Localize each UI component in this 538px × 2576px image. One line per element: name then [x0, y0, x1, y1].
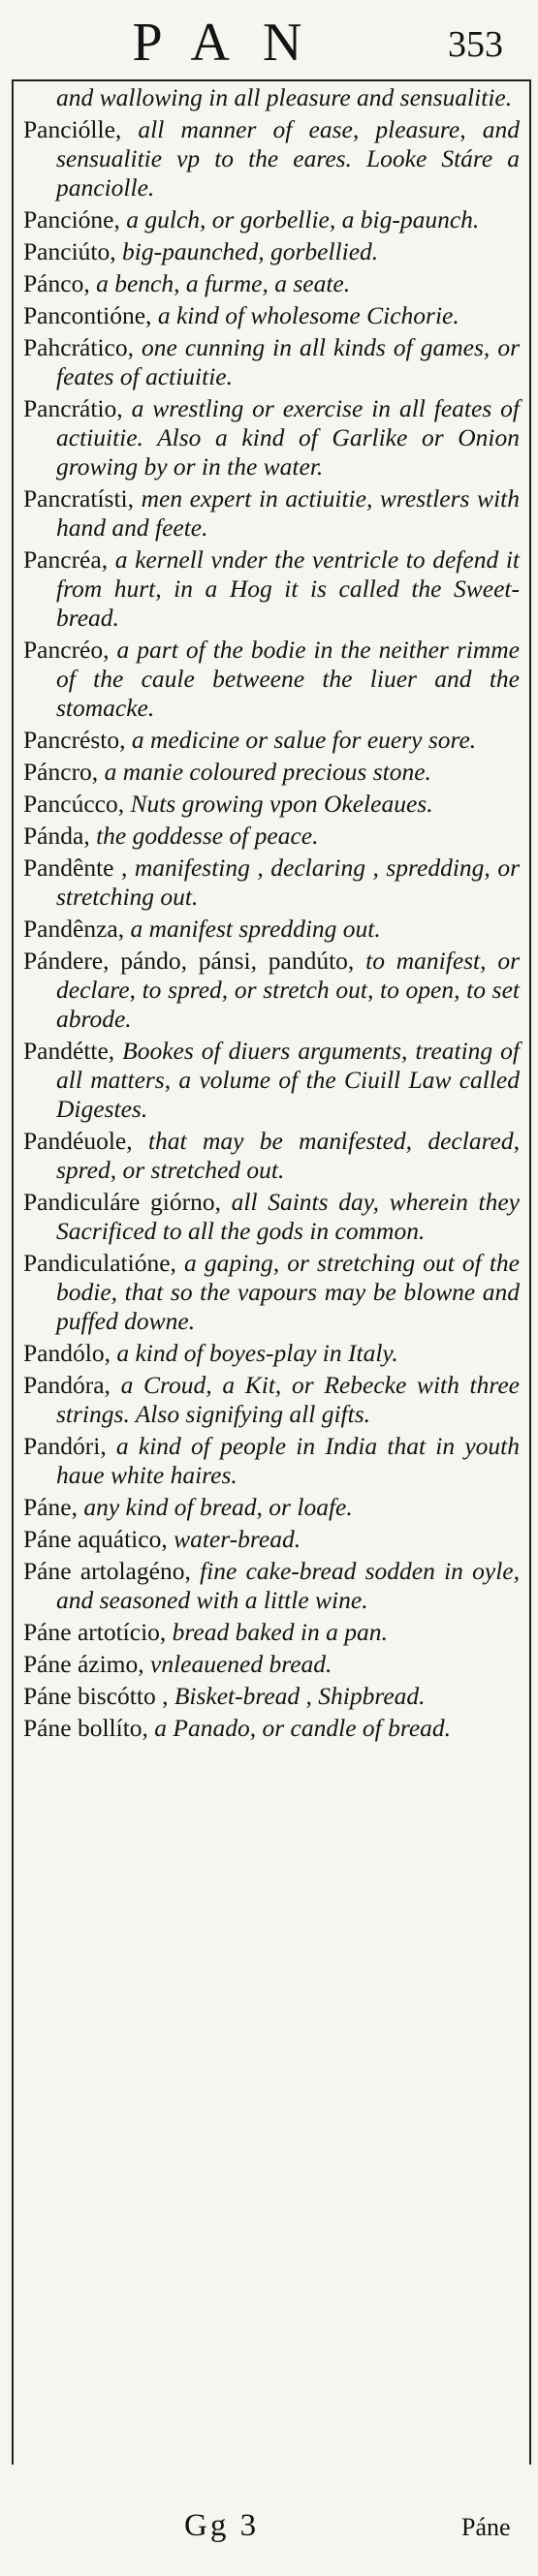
- entry-headword: Pancióne,: [23, 205, 120, 233]
- entry-definition: a kind of people in India that in youth haue white haires.: [56, 1432, 520, 1489]
- dictionary-entry: [23, 205, 520, 234]
- entry-headword: Páne biscótto ,: [23, 1682, 169, 1710]
- dictionary-entry: [23, 301, 520, 330]
- entry-definition: water-bread.: [167, 1525, 301, 1553]
- page-number: 353: [448, 24, 503, 65]
- entry-definition: big-paunched, gorbellied.: [115, 237, 379, 265]
- entry-definition: Bookes of diuers arguments, treating of all matters, a volume of the Ciuill Law called Digestes.: [56, 1037, 520, 1123]
- dictionary-entry: [23, 1188, 520, 1246]
- top-rule: [12, 79, 531, 81]
- entry-headword: Pandênza,: [23, 915, 125, 943]
- entry-headword: Panciólle,: [23, 115, 122, 143]
- entry-definition: a bench, a furme, a seate.: [89, 269, 351, 297]
- dictionary-entry: [23, 484, 520, 543]
- entry-headword: Páne,: [23, 1493, 78, 1521]
- entry-definition: a Croud, a Kit, or Rebecke with three strings. Also signifying all gifts.: [56, 1371, 520, 1428]
- dictionary-entry: [23, 545, 520, 633]
- entry-headword: Pahcrático,: [23, 333, 134, 361]
- entry-headword: Páne artotício,: [23, 1618, 167, 1646]
- entry-definition: a manie coloured precious stone.: [98, 758, 431, 786]
- left-column-rule: [12, 81, 14, 2465]
- dictionary-entry: [23, 1371, 520, 1429]
- dictionary-entry: [23, 1682, 520, 1711]
- entry-definition: Nuts growing vpon Okeleaues.: [124, 790, 433, 818]
- right-column-rule: [529, 81, 531, 2465]
- entry-headword: Pancréo,: [23, 636, 110, 664]
- entry-headword: Pancrátio,: [23, 394, 123, 422]
- entry-definition: manifesting , declaring , spredding, or stretching out.: [56, 853, 520, 911]
- dictionary-entry: [23, 237, 520, 266]
- entry-definition: a kind of boyes-play in Italy.: [110, 1339, 398, 1367]
- dictionary-entry: [23, 726, 520, 755]
- dictionary-entry: [23, 269, 520, 298]
- entry-definition: a medicine or salue for euery sore.: [125, 726, 477, 754]
- dictionary-entry: [23, 636, 520, 723]
- entry-headword: Pandóri,: [23, 1432, 107, 1460]
- entry-headword: Pandéuole,: [23, 1127, 133, 1155]
- running-head: PAN: [132, 13, 335, 73]
- entry-definition: one cunning in all kinds of games, or feates of actiuitie.: [56, 333, 520, 390]
- entry-headword: Pandiculáre giórno,: [23, 1188, 221, 1216]
- entry-definition: a manifest spredding out.: [124, 915, 381, 943]
- entry-headword: Panciúto,: [23, 237, 116, 265]
- entry-headword: Pándere, pándo, pánsi, pandúto,: [23, 947, 355, 975]
- dictionary-entry: [23, 790, 520, 819]
- entry-headword: Pandétte,: [23, 1037, 115, 1065]
- entry-headword: Páne bollíto,: [23, 1714, 148, 1742]
- entry-headword: Pánco,: [23, 269, 90, 297]
- entry-definition: fine cake-bread sodden in oyle, and seasoned with a little wine.: [56, 1557, 521, 1614]
- dictionary-entry: [23, 1525, 520, 1554]
- dictionary-entry: [23, 394, 520, 481]
- dictionary-entry: [23, 822, 520, 851]
- page-header: [0, 6, 538, 81]
- entry-headword: Pancréa,: [23, 545, 109, 574]
- page-footer: [0, 2504, 538, 2553]
- entry-definition: a kernell vnder the ventricle to defend it from hurt, in a Hog it is called the Sweet-bread.: [56, 545, 520, 632]
- entry-definition: all Saints day, wherein they Sacrificed to all the gods in common.: [56, 1188, 520, 1245]
- entry-headword: Pandiculatióne,: [23, 1249, 176, 1277]
- entry-headword: Páne ázimo,: [23, 1650, 144, 1678]
- dictionary-entry: [23, 758, 520, 787]
- dictionary-column: [23, 83, 520, 1746]
- entry-headword: Pancrésto,: [23, 726, 126, 754]
- dictionary-entry: [23, 915, 520, 944]
- entry-headword: Pancúcco,: [23, 790, 125, 818]
- signature-mark: Gg 3: [184, 2508, 260, 2543]
- dictionary-entry: [23, 1127, 520, 1185]
- entry-definition: bread baked in a pan.: [166, 1618, 388, 1646]
- dictionary-entry: [23, 115, 520, 202]
- entry-definition: that may be manifested, declared, spred, or stretched out.: [56, 1127, 520, 1184]
- entry-definition: men expert in actiuitie, wrestlers with hand and feete.: [56, 484, 520, 542]
- entry-definition: a part of the bodie in the neither rimme of the caule betweene the liuer and the stomacke.: [56, 636, 520, 722]
- entry-definition: a kind of wholesome Cichorie.: [151, 301, 459, 329]
- entry-headword: Pandênte ,: [23, 853, 128, 882]
- entry-definition: the goddesse of peace.: [89, 822, 319, 850]
- entry-headword: Páne aquático,: [23, 1525, 168, 1553]
- dictionary-entry: [23, 1339, 520, 1368]
- dictionary-entry: [23, 333, 520, 391]
- entry-definition: any kind of bread, or loafe.: [77, 1493, 353, 1521]
- entry-headword: Pancontióne,: [23, 301, 152, 329]
- dictionary-entry: [23, 1618, 520, 1647]
- entry-definition: to manifest, or declare, to spred, or stretch out, to open, to set abrode.: [56, 947, 520, 1033]
- dictionary-entry: [23, 1714, 520, 1743]
- catchword: Páne: [461, 2513, 511, 2541]
- entry-definition: and wallowing in all pleasure and sensualitie.: [56, 83, 513, 111]
- dictionary-entry: [23, 947, 520, 1034]
- dictionary-entry: [23, 1650, 520, 1679]
- dictionary-entry: [23, 1493, 520, 1522]
- entry-definition: Bisket-bread , Shipbread.: [168, 1682, 426, 1710]
- entry-headword: Páne artolagéno,: [23, 1557, 191, 1585]
- entry-definition: all manner of ease, pleasure, and sensualitie vp to the eares. Looke Stáre a panciolle.: [56, 115, 520, 202]
- entry-definition: a gulch, or gorbellie, a big-paunch.: [119, 205, 480, 233]
- dictionary-entry: [23, 1249, 520, 1336]
- entry-headword: Pandólo,: [23, 1339, 111, 1367]
- entry-definition: vnleauened bread.: [143, 1650, 332, 1678]
- entry-definition: a wrestling or exercise in all feates of actiuitie. Also a kind of Garlike or Onion growing by or in the water.: [56, 394, 520, 481]
- entry-headword: Páncro,: [23, 758, 99, 786]
- dictionary-entry: [23, 1432, 520, 1490]
- entry-definition: a Panado, or candle of bread.: [147, 1714, 452, 1742]
- dictionary-entry: [23, 1037, 520, 1124]
- entry-headword: Pancratísti,: [23, 484, 135, 512]
- entry-headword: Pánda,: [23, 822, 90, 850]
- dictionary-entry: [23, 1557, 520, 1615]
- dictionary-entry: [23, 83, 520, 112]
- entry-headword: Pandóra,: [23, 1371, 111, 1399]
- entry-definition: a gaping, or stretching out of the bodie, that so the vapours may be blowne and puffed downe.: [56, 1249, 520, 1335]
- dictionary-entry: [23, 853, 520, 912]
